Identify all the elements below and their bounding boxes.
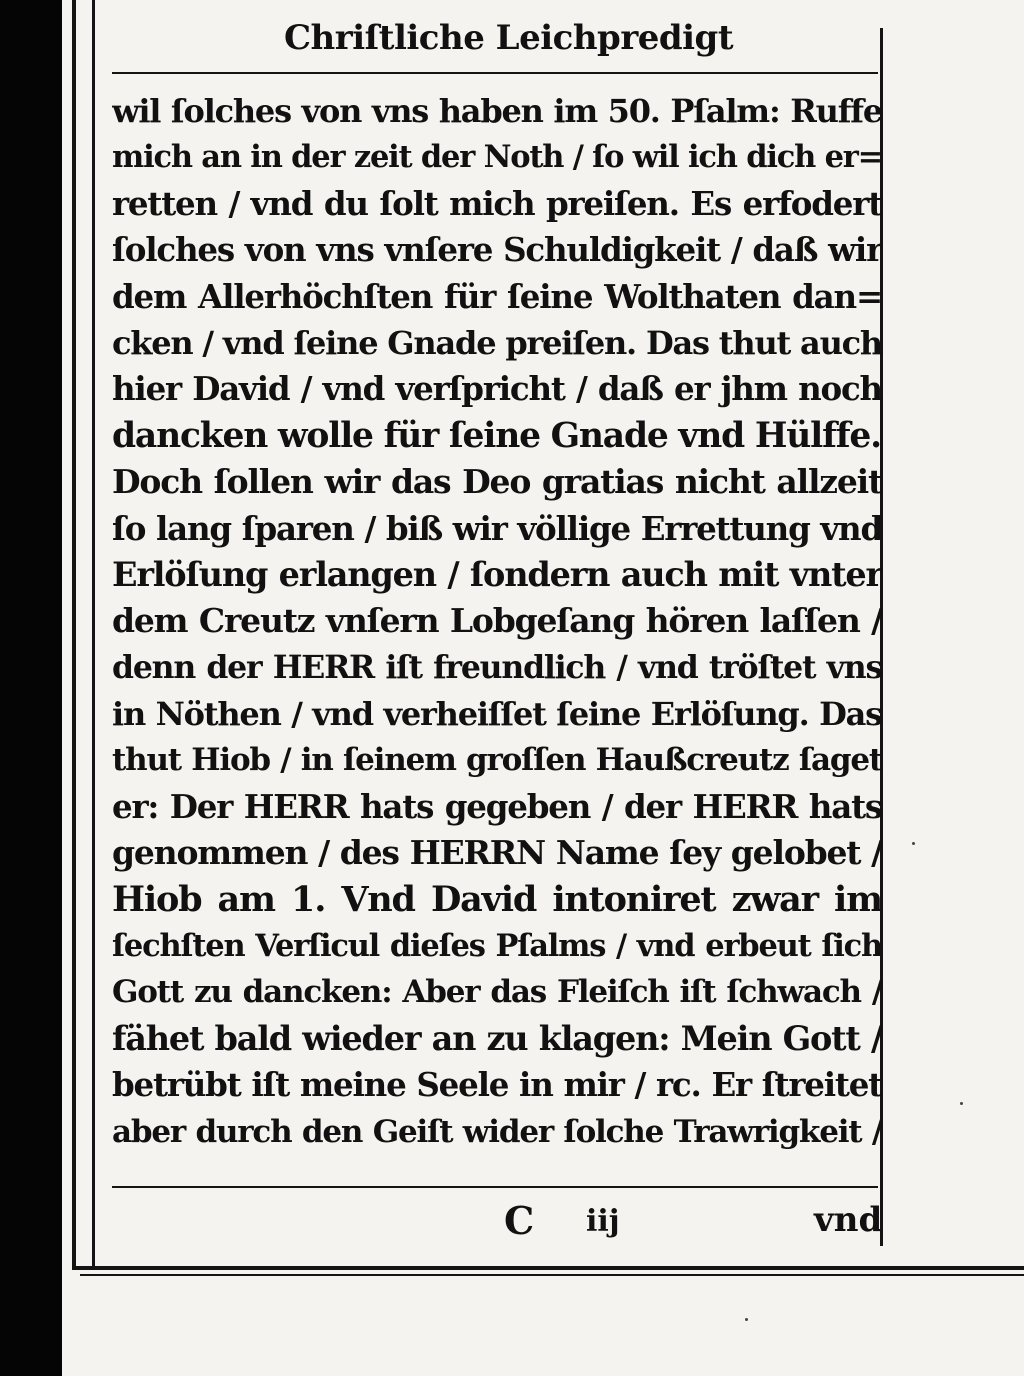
outer-left-rule [72, 0, 76, 1270]
text-line: dem Creutz vnſern Lobgeſang hören laſſen / [112, 601, 882, 641]
body-text [112, 88, 882, 1155]
foot-rule [112, 1186, 878, 1188]
text-line: thut Hiob / in ſeinem groſſen Haußcreutz ſaget [112, 742, 882, 779]
text-line: ſolches von vns vnſere Schuldigkeit / daß wir [112, 230, 882, 270]
text-line: Erlöſung erlangen / ſondern auch mit vnter [112, 554, 882, 594]
catchword: vnd [814, 1200, 883, 1240]
paper-speck [912, 842, 915, 845]
paper-speck [745, 1318, 748, 1321]
page-fold-shadow [0, 0, 62, 1376]
text-line: er: Der HERR hats gegeben / der HERR hats [112, 786, 882, 826]
running-head: Chriſtliche Leichpredigt [284, 18, 734, 58]
text-line: mich an in der zeit der Noth / ſo wil ich dich er= [112, 139, 882, 176]
text-line: wil ſolches von vns haben im 50. Pſalm: Ruffe [112, 92, 882, 130]
text-line: ſo lang ſparen / biß wir völlige Errettung vnd [112, 508, 882, 548]
signature-number: iij [586, 1204, 620, 1239]
text-line: aber durch den Geiſt wider ſolche Trawrigkeit / [112, 1113, 882, 1150]
text-line: retten / vnd du ſolt mich preiſen. Es erfodert [112, 183, 882, 223]
text-line: hier David / vnd verſpricht / daß er jhm noch [112, 369, 882, 409]
head-rule [112, 72, 878, 74]
text-line: fähet bald wieder an zu klagen: Mein Gott / [112, 1018, 882, 1058]
text-line: dem Allerhöchſten für ſeine Wolthaten dan= [112, 276, 882, 316]
text-line: Gott zu dancken: Aber das Fleiſch iſt ſchwach / [112, 974, 882, 1011]
text-line: in Nöthen / vnd verheiſſet ſeine Erlöſung. Das [112, 695, 882, 734]
bottom-border-rule-second [80, 1274, 1024, 1276]
paper-speck [960, 1102, 963, 1105]
signature-mark: C [504, 1198, 535, 1243]
text-line: Hiob am 1. Vnd David intoniret zwar im [112, 878, 882, 920]
text-line: ſechſten Verſicul dieſes Pſalms / vnd erbeut ſich [112, 928, 882, 965]
text-line: dancken wolle für ſeine Gnade vnd Hülffe. [112, 415, 881, 456]
text-line: genommen / des HERRN Name ſey gelobet / [112, 833, 882, 873]
text-line: cken / vnd ſeine Gnade preiſen. Das thut auch [112, 323, 882, 362]
inner-left-rule [92, 0, 95, 1270]
text-line: betrübt iſt meine Seele in mir / rc. Er ſtreitet [112, 1065, 882, 1105]
text-line: denn der HERR iſt freundlich / vnd tröſtet vns [112, 648, 882, 686]
bottom-border-rule [72, 1266, 1024, 1270]
text-line: Doch ſollen wir das Deo gratias nicht allzeit [112, 462, 882, 502]
